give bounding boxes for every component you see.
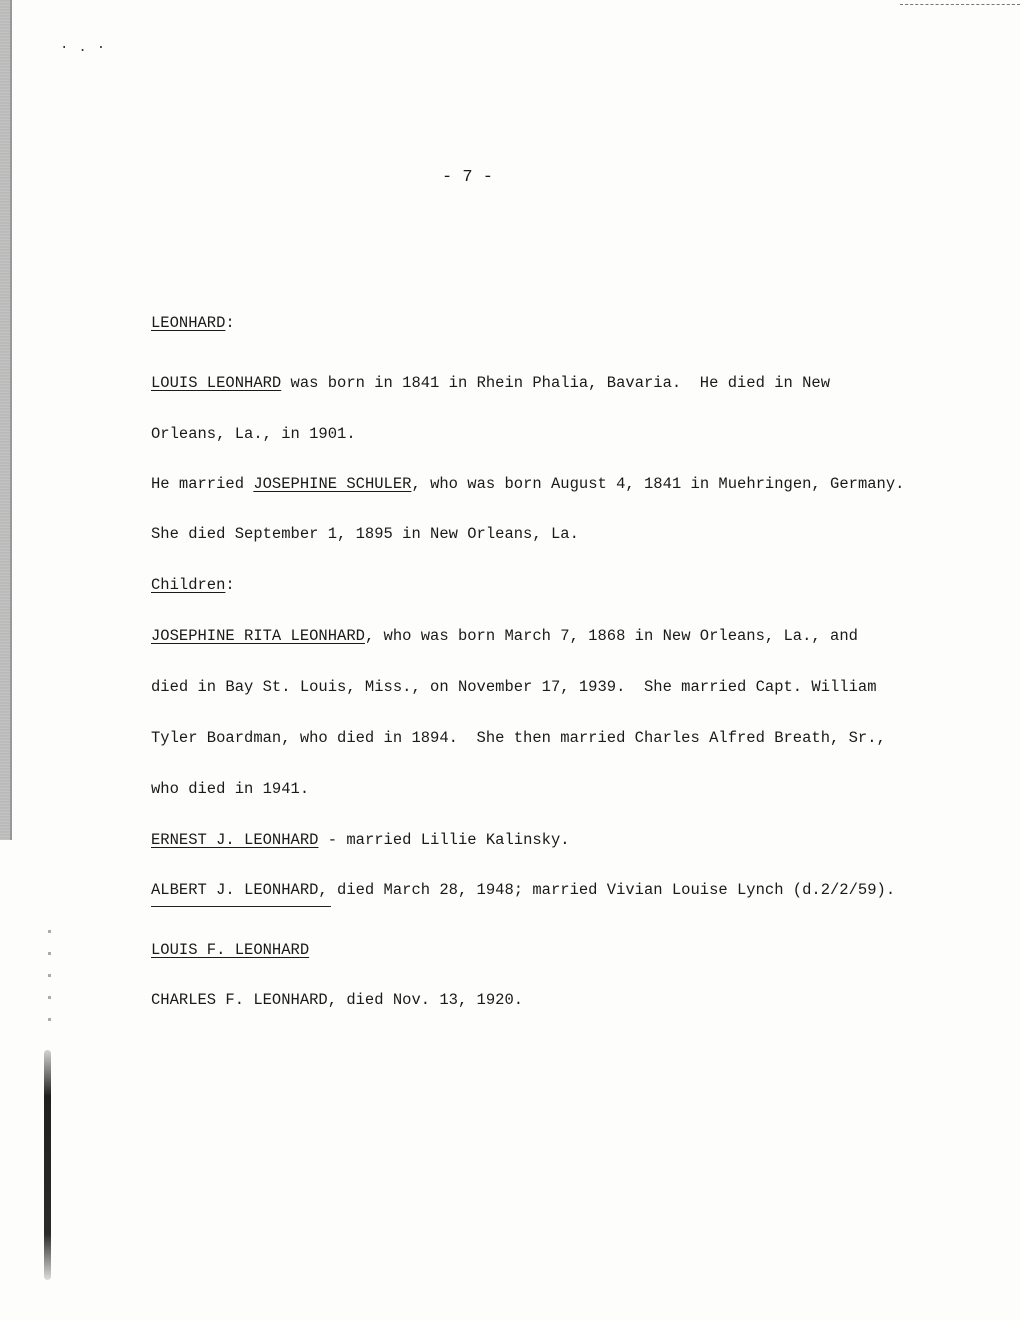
spouse-prefix: He married (151, 475, 254, 493)
child1-name: JOSEPHINE RITA LEONHARD (151, 627, 365, 645)
child5-line: CHARLES F. LEONHARD, died Nov. 13, 1920. (151, 991, 524, 1009)
parent-name: LOUIS LEONHARD (151, 374, 282, 392)
parent-line-2: Orleans, La., in 1901. (151, 425, 356, 443)
spouse-name: JOSEPHINE SCHULER (253, 475, 412, 493)
scan-dot-marks (48, 930, 51, 1040)
parent-line-1-rest: was born in 1841 in Rhein Phalia, Bavaria. He died in New (281, 374, 831, 392)
spouse-line-1-rest: , who was born August 4, 1841 in Muehringen, Germany. (411, 475, 905, 493)
child1-line-1-rest: , who was born March 7, 1868 in New Orleans, La., and (364, 627, 858, 645)
child2-rest: - married Lillie Kalinsky. (318, 831, 570, 849)
spouse-line-2: She died September 1, 1895 in New Orleans, La. (151, 525, 579, 543)
spouse-line-1 (151, 474, 904, 494)
child2-line (151, 830, 570, 850)
child4-name: LOUIS F. LEONHARD (151, 941, 310, 959)
child3-line: ALBERT J. LEONHARD, died March 28, 1948; married Vivian Louise Lynch (d.2/2/59). (151, 881, 896, 899)
child1-line-4: who died in 1941. (151, 780, 310, 798)
section-heading (151, 313, 235, 333)
child1-line-2: died in Bay St. Louis, Miss., on November 17, 1939. She married Capt. William (151, 678, 877, 696)
child3-underline (151, 906, 331, 907)
child1-line-1 (151, 626, 858, 646)
parent-line-1 (151, 373, 830, 393)
scan-specks: ·.· (60, 40, 116, 56)
heading-text: LEONHARD (151, 314, 226, 332)
child4-line (151, 940, 309, 960)
heading-colon: : (225, 314, 235, 332)
scan-top-line (900, 4, 1020, 6)
children-colon: : (225, 576, 235, 594)
children-heading-text: Children (151, 576, 226, 594)
page-number: - 7 - (442, 168, 494, 187)
child1-line-3: Tyler Boardman, who died in 1894. She then married Charles Alfred Breath, Sr., (151, 729, 886, 747)
scan-edge-line (10, 0, 12, 840)
children-heading (151, 575, 235, 595)
scan-edge-artifact (0, 0, 10, 840)
scan-smudge (44, 1050, 51, 1280)
child2-name: ERNEST J. LEONHARD (151, 831, 319, 849)
